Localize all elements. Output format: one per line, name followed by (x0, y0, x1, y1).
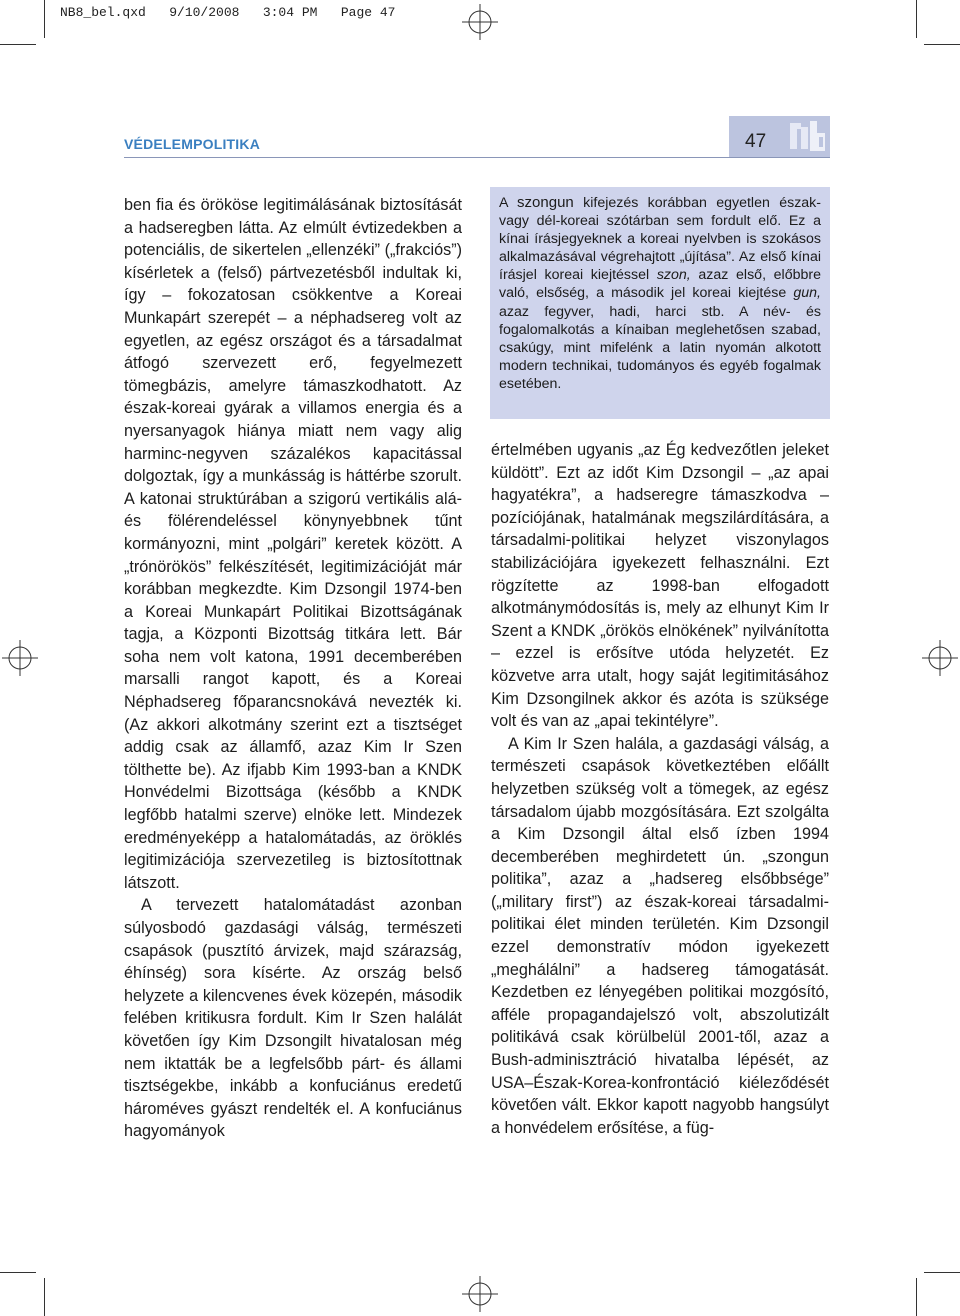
sidebar-text: A szongun kifejezés korábban egyetlen észak- vagy dél-koreai szótárban sem fordult elő. Ez a kínai írásjegyeknek a koreai nyelvben is szokásos alkalmazásával végrehajtott „újítása”. Az első kínai írásjel koreai kiejtéssel szon, azaz első, előbbre való, elsőség, a második jel koreai kiejtése gun, azaz fegyver, hadi, harci stb. A név- és fogalomalkotás a kínaiban meglehetősen szabad, csakúgy, mint mifelénk a latin nyomán alkotott modern technikai, tudományos és egyéb fogalmak esetében. (499, 194, 821, 392)
right-column (491, 439, 829, 1139)
crop-mark (44, 0, 45, 38)
nb-logo-icon (788, 119, 828, 155)
print-slug: NB8_bel.qxd 9/10/2008 3:04 PM Page 47 (60, 5, 396, 20)
page-number: 47 (745, 131, 767, 152)
section-title: VÉDELEMPOLITIKA (124, 136, 261, 152)
crop-mark (0, 44, 36, 45)
sidebar-box (490, 187, 830, 419)
sidebar-term: gun, (793, 285, 821, 302)
registration-mark-icon (462, 1276, 498, 1312)
crop-mark (916, 0, 917, 38)
registration-mark-icon (2, 640, 38, 676)
crop-mark (916, 1278, 917, 1316)
crop-mark (924, 44, 960, 45)
crop-mark (0, 1272, 36, 1273)
sidebar-keyword: szongun (517, 194, 574, 211)
registration-mark-icon (462, 4, 498, 40)
sidebar-term: szon, (656, 267, 691, 284)
left-column (124, 194, 462, 1143)
body-paragraph: A tervezett hatalomátadást azonban súlyosbodó gazdasági válság, természeti csapások (pusztító árvizek, majd szárazság, éhínség) sora kísérte. Az ország belső helyzete a kilencvenes évek közepén, második felében kritikusra fordult. Kim Ir Szen halálát követően így Kim Dzsongilt hivatalosan még nem iktatták be a legfelsőbb párt- és állami tisztségekbe, inkább a konfuciánus eredetű hároméves gyászt rendelték el. A konfuciánus hagyományok (124, 896, 462, 1141)
crop-mark (924, 1272, 960, 1273)
body-paragraph: A Kim Ir Szen halála, a gazdasági válság, a természeti csapások következtében előállt helyzetben szükség volt a tömegek, az egész társadalom újabb mozgósítására. Ezt szolgálta a Kim Dzsongil által első ízben 1994 decemberében meghirdetett ún. „szongun politika”, azaz a „hadsereg elsőbbsége” („military first”) az észak-koreai társadalmi-politikai élet minden területén. Kim Dzsongil ezzel demonstratív módon igyekezett „meghálálni” a hadsereg támogatását. Kezdetben ez lényegében politikai mozgósító, afféle propagandajelszó volt, abszolutizált politikává csak körülbelül 2001-től, azaz a Bush-adminisztráció hivatalba lépését, az USA–Észak-Korea-konfrontáció kiéleződését követően vált. Ekkor kapott nagyobb hangsúlyt a honvédelem erősítése, a füg- (491, 734, 829, 1137)
header-rule (124, 157, 830, 158)
registration-mark-icon (922, 640, 958, 676)
body-paragraph: ben fia és örököse legitimálásának biztosítását a hadseregben látta. Az elmúlt évtizedekben a potenciális, de sikertelen „ellenzéki” („frakciós”) kísérletek a (felső) pártvezetésből indultak ki, így – fokozatosan csökkentve a Koreai Munkapárt szerepét – a néphadsereg volt az egyetlen, az egész országot és a társadalmat átfogó szervezett erő, fegyelmezett tömegbázis, amelyre támaszkodhatott. Az észak-koreai gyárak a villamos energia és a nyersanyagok hiánya miatt nem vagy alig harminc-negyven százalékos kapacitással dolgoztak, így a munkásság is háttérbe szorult. A katonai struktúrában a szigorú vertikális alá- és fölérendeléssel könynyebbnek tűnt kormányozni, mint „polgári” keretek között. A „trónörökös” felkészítését, legitimizációját már korábban megkezdte. Kim Dzsongil 1974-ben a Koreai Munkapárt Politikai Bizottságának tagja, a Központi Bizottság titkára lett. Bár soha nem volt katona, 1991 decemberében marsalli rangot kapott, és a Koreai Néphadsereg főparancsnokává nevezték ki. (Az akkori alkotmány szerint ezt a tisztséget addig csak az államfő, azaz Kim Ir Szen tölthette be). Az ifjabb Kim 1993-ban a KNDK Honvédelmi Bizottsága (később a KNDK legfőbb hatalmi szerve) elnöke lett. Mindezek eredményeképp a hatalomátadás, az öröklés legitimizációja szervezetileg is biztosítottnak látszott. (124, 196, 462, 892)
crop-mark (44, 1278, 45, 1316)
body-paragraph: értelmében ugyanis „az Ég kedvezőtlen jeleket küldött”. Ezt az időt Kim Dzsongil – „az apai hagyatékra”, a hadseregre támaszkodva – pozíciójának, hatalmának megszilárdítására, a társadalmi-politikai helyzet viszonylagos stabilizációjára igyekezett felhasználni. Ezt rögzítette az 1998-ban elfogadott alkotmánymódosítás is, mely az elhunyt Kim Ir Szent a KNDK „örökös elnökének” nyilvánította – ezzel is erősítve utóda helyzetét. Ez közvetve arra utalt, hogy saját legitimitásához Kim Dzsongilnek akkor és azóta is szüksége volt és van az „apai tekintélyre”. (491, 441, 829, 731)
